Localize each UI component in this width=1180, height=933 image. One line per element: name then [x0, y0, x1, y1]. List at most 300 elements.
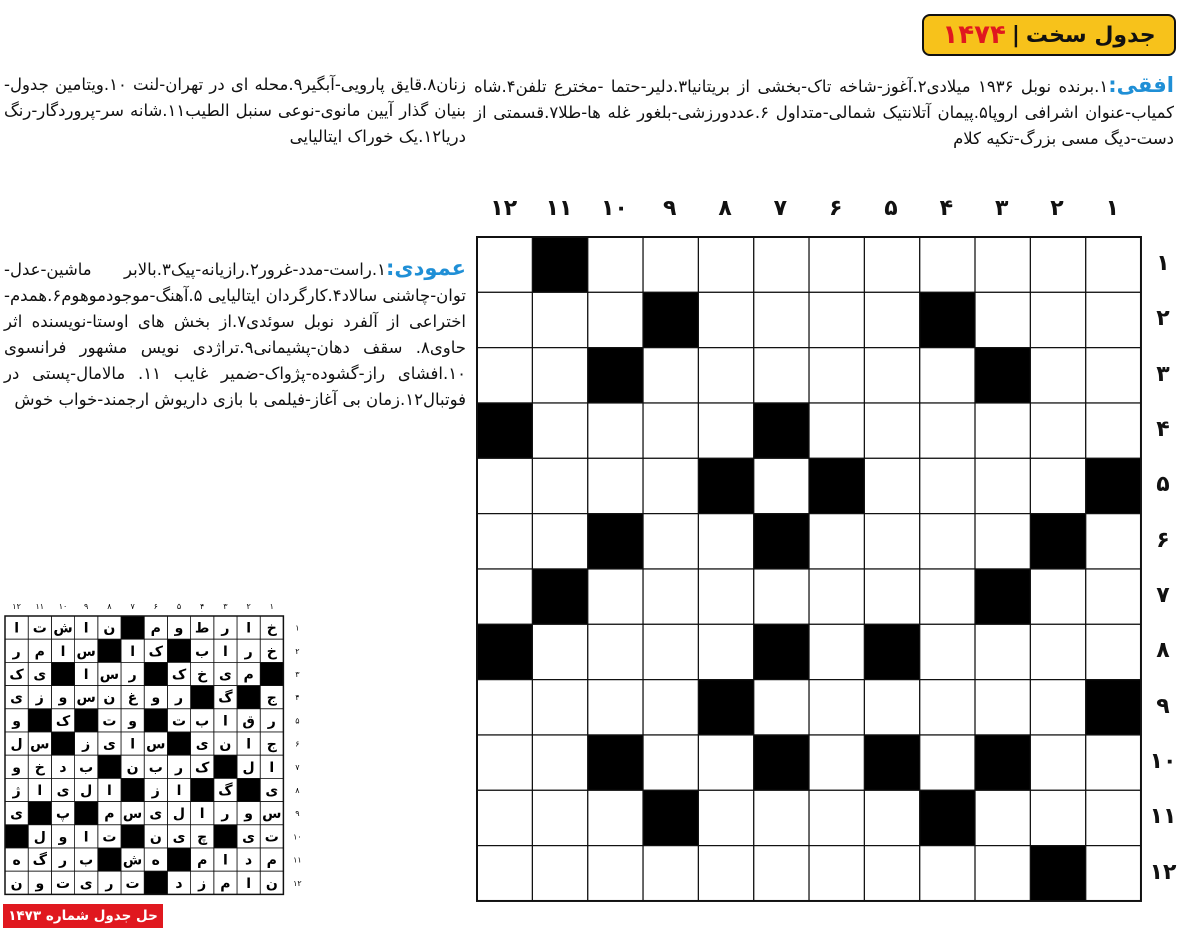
solution-row-number: ۵ — [295, 716, 300, 726]
solution-letter: چ — [197, 829, 208, 846]
column-numbers — [476, 196, 1140, 221]
grid-cell[interactable] — [532, 292, 587, 347]
grid-cell[interactable] — [809, 514, 864, 569]
grid-cell[interactable] — [698, 514, 753, 569]
solution-black-cell — [98, 848, 121, 871]
solution-letter: س — [99, 667, 120, 683]
solution-letter: ی — [102, 736, 116, 753]
grid-cell[interactable] — [920, 458, 975, 513]
down-heading: عمودی: — [385, 256, 466, 280]
solution-letter: ا — [176, 783, 182, 799]
solution-letter: م — [34, 643, 45, 660]
black-cell — [754, 735, 809, 790]
grid-cell[interactable] — [1086, 514, 1141, 569]
grid-cell[interactable] — [809, 292, 864, 347]
grid-cell[interactable] — [809, 569, 864, 624]
solution-letter: ق — [242, 713, 255, 730]
column-number: ۷ — [773, 196, 788, 221]
solution-letter: ا — [222, 643, 228, 660]
row-number: ۳ — [1156, 361, 1170, 387]
solution-letter: س — [76, 690, 96, 707]
grid-cell[interactable] — [864, 514, 919, 569]
grid-cell[interactable] — [1086, 237, 1141, 292]
grid-cell[interactable] — [975, 237, 1030, 292]
solution-letter: ت — [55, 875, 71, 892]
grid-cell[interactable] — [643, 458, 698, 513]
solution-letter: ن — [265, 875, 278, 892]
grid-cell[interactable] — [1030, 624, 1085, 679]
across-heading: افقی: — [1108, 73, 1174, 97]
black-cell — [477, 624, 532, 679]
grid-cell[interactable] — [975, 292, 1030, 347]
solution-letter: ا — [14, 620, 20, 637]
solution-letter: م — [220, 875, 231, 892]
puzzle-title-separator: | — [1011, 22, 1020, 48]
solution-letter: ا — [37, 783, 43, 799]
grid-cell[interactable] — [1086, 846, 1141, 901]
column-number: ۱۲ — [490, 196, 518, 221]
solution-letter: ا — [246, 620, 252, 637]
solution-letter: و — [58, 829, 68, 846]
grid-cell[interactable] — [477, 237, 532, 292]
grid-cell[interactable] — [1086, 403, 1141, 458]
row-number: ۸ — [1156, 638, 1170, 664]
solution-letter: ن — [103, 620, 116, 637]
solution-letter: خ — [266, 643, 277, 660]
row-number: ۷ — [1156, 582, 1170, 608]
solution-black-cell — [144, 709, 167, 732]
solution-letter: ا — [199, 806, 205, 823]
grid-cell[interactable] — [1086, 348, 1141, 403]
black-cell — [1030, 846, 1085, 901]
solution-letter: ر — [174, 759, 184, 776]
grid-cell[interactable] — [1086, 735, 1141, 790]
black-cell — [754, 403, 809, 458]
puzzle-number: ۱۴۷۴ — [942, 20, 1006, 50]
solution-letter: م — [197, 852, 208, 869]
grid-cell[interactable] — [643, 680, 698, 735]
grid-cell[interactable] — [532, 790, 587, 845]
solution-letter: ی — [56, 783, 70, 799]
grid-cell[interactable] — [588, 680, 643, 735]
solution-row-number: ۲ — [295, 646, 300, 656]
solution-letter: م — [243, 667, 254, 683]
solution-row-number: ۸ — [295, 786, 300, 795]
grid-cell[interactable] — [754, 790, 809, 845]
solution-column-number: ۲ — [246, 602, 251, 611]
grid-cell[interactable] — [532, 458, 587, 513]
solution-black-cell — [121, 778, 144, 801]
grid-cell[interactable] — [864, 790, 919, 845]
solution-black-cell — [214, 825, 237, 848]
solution-letter: خ — [34, 759, 45, 776]
grid-cell[interactable] — [920, 348, 975, 403]
solution-letter: و — [128, 713, 137, 730]
grid-cell[interactable] — [975, 680, 1030, 735]
row-numbers — [1148, 236, 1178, 900]
grid-cell[interactable] — [809, 790, 864, 845]
grid-cell[interactable] — [643, 514, 698, 569]
grid-cell[interactable] — [1030, 790, 1085, 845]
solution-letter: ا — [60, 643, 66, 660]
grid-cell[interactable] — [588, 624, 643, 679]
grid-cell[interactable] — [754, 458, 809, 513]
solution-black-cell — [144, 871, 167, 894]
solution-row-number: ۶ — [295, 739, 300, 749]
solution-letter: ز — [82, 736, 91, 753]
solution-letter: ر — [221, 620, 230, 637]
grid-cell[interactable] — [754, 292, 809, 347]
solution-letter: ط — [194, 620, 210, 637]
grid-cell[interactable] — [864, 680, 919, 735]
grid-cell[interactable] — [698, 403, 753, 458]
solution-letter: ت — [32, 620, 47, 637]
grid-cell[interactable] — [532, 514, 587, 569]
grid-cell[interactable] — [532, 624, 587, 679]
grid-cell[interactable] — [1030, 403, 1085, 458]
solution-black-cell — [51, 662, 74, 685]
across-clues — [474, 72, 1174, 152]
grid-cell[interactable] — [1030, 348, 1085, 403]
solution-letter: ل — [172, 806, 186, 823]
solution-letter: ژ — [12, 783, 21, 799]
solution-letter: و — [151, 690, 161, 707]
solution-black-cell — [98, 755, 121, 778]
solution-letter: ت — [264, 829, 279, 846]
grid-cell[interactable] — [477, 680, 532, 735]
grid-cell[interactable] — [975, 846, 1030, 901]
grid-cell[interactable] — [477, 846, 532, 901]
grid-cell[interactable] — [920, 237, 975, 292]
grid-cell[interactable] — [698, 790, 753, 845]
solution-letter: س — [122, 806, 143, 823]
column-number: ۲ — [1050, 196, 1064, 221]
solution-letter: ک — [171, 667, 187, 683]
solution-letter: و — [58, 690, 68, 707]
grid-cell[interactable] — [643, 403, 698, 458]
solution-letter: ن — [149, 829, 162, 846]
grid-cell[interactable] — [920, 624, 975, 679]
grid-cell[interactable] — [920, 846, 975, 901]
grid-cell[interactable] — [1030, 569, 1085, 624]
solution-black-cell — [121, 616, 144, 639]
black-cell — [754, 514, 809, 569]
grid-cell[interactable] — [864, 292, 919, 347]
solution-black-cell — [144, 662, 167, 685]
solution-letter: س — [262, 806, 282, 823]
column-number: ۱۱ — [545, 196, 573, 221]
solution-letter: گ — [218, 783, 233, 799]
grid-cell[interactable] — [698, 348, 753, 403]
solution-column-number: ۹ — [84, 602, 89, 611]
grid-cell[interactable] — [477, 735, 532, 790]
solution-letter: ب — [148, 759, 163, 776]
grid-cell[interactable] — [1086, 292, 1141, 347]
grid-cell[interactable] — [588, 790, 643, 845]
grid-cell[interactable] — [532, 680, 587, 735]
grid-cell[interactable] — [588, 458, 643, 513]
solution-letter: ب — [195, 713, 210, 730]
solution-letter: ج — [266, 690, 277, 707]
grid-cell[interactable] — [643, 569, 698, 624]
solution-column-number: ۱ — [269, 602, 274, 611]
black-cell — [698, 680, 753, 735]
grid-cell[interactable] — [754, 569, 809, 624]
black-cell — [588, 348, 643, 403]
puzzle-title — [922, 14, 1176, 56]
solution-letter: گ — [32, 852, 47, 869]
black-cell — [643, 292, 698, 347]
black-cell — [477, 403, 532, 458]
solution-column-number: ۴ — [200, 602, 205, 611]
grid-cell[interactable] — [809, 735, 864, 790]
grid-cell[interactable] — [1030, 458, 1085, 513]
black-cell — [754, 624, 809, 679]
grid-cell[interactable] — [698, 735, 753, 790]
black-cell — [920, 292, 975, 347]
grid-cell[interactable] — [643, 846, 698, 901]
row-number: ۱۲ — [1149, 859, 1177, 885]
solution-letter: ت — [102, 713, 117, 730]
black-cell — [698, 458, 753, 513]
grid-cell[interactable] — [1030, 735, 1085, 790]
grid-cell[interactable] — [1030, 680, 1085, 735]
solution-black-cell — [167, 639, 190, 662]
solution-column-number: ۷ — [130, 602, 135, 611]
black-cell — [588, 514, 643, 569]
black-cell — [920, 790, 975, 845]
grid-cell[interactable] — [809, 403, 864, 458]
grid-cell[interactable] — [754, 680, 809, 735]
solution-letter: ا — [269, 759, 275, 776]
grid-cell[interactable] — [698, 624, 753, 679]
grid-cell[interactable] — [532, 735, 587, 790]
grid-cell[interactable] — [920, 735, 975, 790]
grid-cell[interactable] — [643, 237, 698, 292]
solution-letter: ی — [172, 829, 186, 846]
puzzle-title-label: جدول سخت — [1025, 22, 1156, 48]
grid-cell[interactable] — [864, 569, 919, 624]
black-cell — [864, 735, 919, 790]
solution-black-cell — [28, 802, 51, 825]
grid-cell[interactable] — [588, 569, 643, 624]
row-number: ۵ — [1156, 472, 1170, 498]
grid-cell[interactable] — [532, 348, 587, 403]
grid-cell[interactable] — [809, 348, 864, 403]
solution-letter: ی — [218, 667, 232, 683]
black-cell — [864, 624, 919, 679]
grid-cell[interactable] — [477, 790, 532, 845]
grid-cell[interactable] — [698, 237, 753, 292]
solution-black-cell — [260, 662, 283, 685]
grid-cell[interactable] — [643, 735, 698, 790]
grid-cell[interactable] — [920, 680, 975, 735]
solution-black-cell — [191, 686, 214, 709]
grid-cell[interactable] — [809, 680, 864, 735]
solution-black-cell — [75, 802, 98, 825]
row-number: ۲ — [1156, 306, 1170, 332]
column-number: ۶ — [828, 196, 843, 221]
solution-column-number: ۸ — [107, 602, 112, 611]
solution-letter: ش — [122, 852, 143, 869]
grid-cell[interactable] — [698, 569, 753, 624]
solution-letter: س — [146, 736, 166, 753]
solution-letter: ب — [79, 852, 94, 869]
previous-solution-grid — [3, 598, 315, 898]
grid-cell[interactable] — [1086, 569, 1141, 624]
solution-letter: س — [30, 736, 50, 753]
solution-black-cell — [28, 709, 51, 732]
across-clues-continued — [4, 72, 466, 150]
solution-letter: ه — [151, 852, 160, 869]
solution-letter: گ — [218, 690, 233, 707]
grid-cell[interactable] — [975, 514, 1030, 569]
grid-cell[interactable] — [864, 348, 919, 403]
solution-row-number: ۴ — [295, 693, 300, 703]
grid-cell[interactable] — [698, 292, 753, 347]
solution-letter: ر — [244, 643, 253, 660]
solution-letter: ز — [151, 783, 160, 799]
solution-letter: خ — [266, 620, 277, 637]
grid-cell[interactable] — [864, 846, 919, 901]
row-number: ۱۰ — [1149, 748, 1177, 774]
grid-cell[interactable] — [477, 348, 532, 403]
grid-cell[interactable] — [588, 292, 643, 347]
grid-cell[interactable] — [532, 846, 587, 901]
solution-letter: ن — [10, 875, 23, 892]
solution-letter: ا — [83, 667, 89, 683]
black-cell — [643, 790, 698, 845]
grid-cell[interactable] — [920, 569, 975, 624]
grid-cell[interactable] — [809, 846, 864, 901]
grid-cell[interactable] — [588, 403, 643, 458]
solution-letter: ی — [79, 875, 93, 892]
solution-letter: غ — [127, 690, 138, 707]
solution-letter: م — [150, 620, 161, 637]
grid-cell[interactable] — [864, 403, 919, 458]
row-number: ۱۱ — [1149, 804, 1177, 830]
grid-cell[interactable] — [477, 458, 532, 513]
solution-column-number: ۱۲ — [12, 602, 21, 611]
grid-cell[interactable] — [975, 403, 1030, 458]
solution-letter: د — [245, 852, 253, 869]
grid-cell[interactable] — [975, 458, 1030, 513]
solution-letter: و — [12, 759, 21, 776]
grid-cell[interactable] — [975, 624, 1030, 679]
solution-letter: ل — [10, 736, 23, 753]
solution-black-cell — [5, 825, 28, 848]
row-number: ۱ — [1156, 251, 1170, 276]
solution-letter: ن — [219, 736, 232, 753]
grid-cell[interactable] — [477, 292, 532, 347]
solution-letter: ز — [198, 875, 207, 892]
solution-letter: ی — [10, 690, 24, 707]
grid-cell[interactable] — [643, 624, 698, 679]
grid-cell[interactable] — [754, 846, 809, 901]
grid-cell[interactable] — [920, 403, 975, 458]
solution-letter: ا — [246, 875, 252, 892]
across-clues-continued-text: زنان۸.قایق پارویی-آبگیر۹.محله ای در تهران-لنت ۱۰.ویتامین جدول-بنیان گذار آیین مانوی-نوعی سنبل الطیب۱۱.شانه سر-پروردگار-رنگ دریا۱۲.یک خوراک ایتالیایی — [4, 75, 466, 146]
grid-cell[interactable] — [864, 458, 919, 513]
solution-letter: م — [266, 852, 277, 869]
column-number: ۳ — [994, 196, 1009, 221]
grid-cell[interactable] — [588, 237, 643, 292]
grid-cell[interactable] — [588, 846, 643, 901]
solution-letter: ا — [83, 620, 89, 637]
grid-cell[interactable] — [809, 237, 864, 292]
solution-letter: و — [244, 806, 253, 823]
solution-letter: ت — [125, 875, 140, 892]
solution-letter: ل — [33, 829, 46, 846]
solution-letter: ر — [105, 875, 114, 892]
solution-letter: ر — [221, 806, 230, 823]
grid-cell[interactable] — [643, 348, 698, 403]
grid-cell[interactable] — [754, 348, 809, 403]
solution-row-number: ۱۰ — [293, 832, 302, 842]
solution-black-cell — [51, 732, 74, 755]
solution-letter: ک — [195, 759, 210, 776]
grid-cell[interactable] — [864, 237, 919, 292]
row-number: ۶ — [1156, 527, 1170, 553]
solution-letter: ک — [148, 643, 163, 660]
down-clues — [4, 255, 466, 413]
grid-cell[interactable] — [1086, 790, 1141, 845]
crossword-grid[interactable] — [476, 236, 1142, 902]
solution-letter: ل — [242, 759, 255, 776]
black-cell — [1030, 514, 1085, 569]
grid-cell[interactable] — [1030, 292, 1085, 347]
solution-row-number: ۱۲ — [293, 878, 302, 888]
black-cell — [975, 348, 1030, 403]
solution-letter: ی — [149, 806, 163, 823]
solution-letter: ا — [106, 783, 112, 799]
grid-cell[interactable] — [975, 790, 1030, 845]
grid-cell[interactable] — [920, 514, 975, 569]
grid-cell[interactable] — [1086, 624, 1141, 679]
solution-row-number: ۱۱ — [293, 855, 302, 865]
black-cell — [532, 237, 587, 292]
black-cell — [588, 735, 643, 790]
solution-letter: ج — [266, 736, 277, 753]
grid-cell[interactable] — [809, 624, 864, 679]
solution-letter: و — [35, 875, 45, 892]
grid-cell[interactable] — [477, 514, 532, 569]
row-number: ۴ — [1156, 416, 1170, 442]
grid-cell[interactable] — [1030, 237, 1085, 292]
solution-letter: ا — [246, 736, 252, 753]
solution-letter: ی — [10, 806, 24, 823]
solution-letter: ا — [222, 713, 228, 730]
solution-letter: ی — [33, 667, 47, 683]
solution-row-number: ۱ — [295, 623, 300, 633]
solution-letter: ب — [195, 643, 210, 660]
solution-letter: ت — [171, 713, 187, 730]
solution-letter: ک — [55, 713, 71, 730]
across-clues-text: ۱.برنده نوبل ۱۹۳۶ میلادی۲.آغوز-شاخه تاک-بخشی از بریتانیا۳.دلیر-حتما -مخترع تلفن۴.شاه کمیاب-عنوان اشرافی اروپا۵.پیمان آتلانتیک شمالی-متداول ۶.عددورزشی-بلغور غله ها-طلا۷.قسمتی از دست-دیگ مسی بزرگ-تکیه کلام — [474, 77, 1174, 148]
column-number: ۵ — [884, 196, 898, 221]
grid-cell[interactable] — [532, 403, 587, 458]
solution-letter: ش — [53, 620, 73, 637]
solution-letter: ر — [267, 713, 276, 730]
solution-black-cell — [75, 709, 98, 732]
grid-cell[interactable] — [698, 846, 753, 901]
grid-cell[interactable] — [477, 569, 532, 624]
solution-row-number: ۳ — [295, 670, 300, 679]
solution-letter: ا — [130, 736, 136, 753]
grid-cell[interactable] — [754, 237, 809, 292]
black-cell — [975, 735, 1030, 790]
solution-black-cell — [167, 848, 190, 871]
